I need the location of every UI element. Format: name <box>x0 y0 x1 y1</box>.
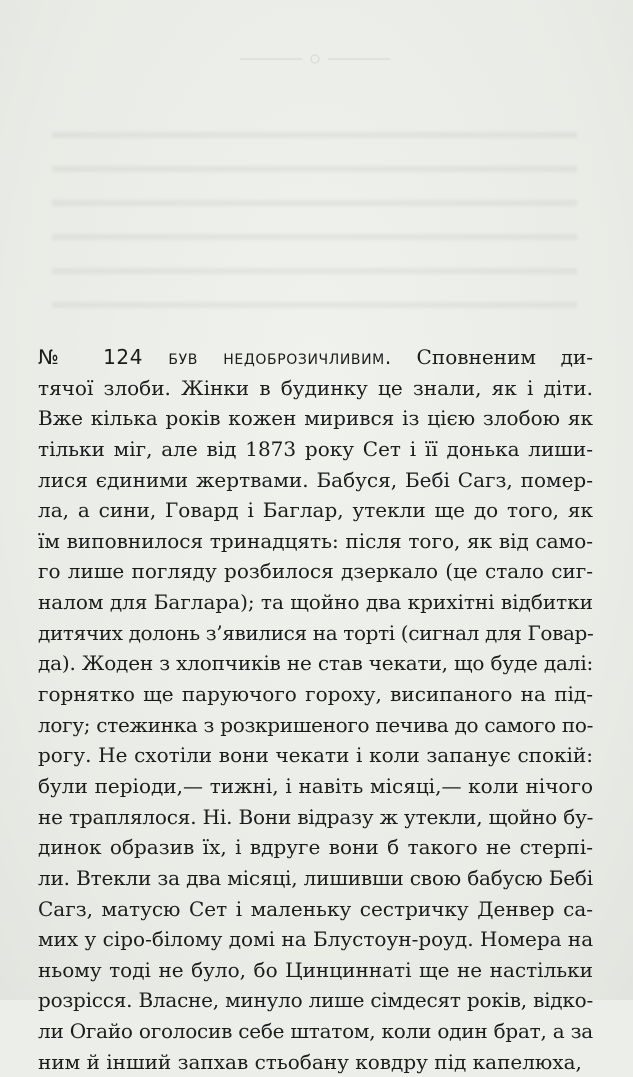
text-line: Сагз, матусю Сет і маленьку сестричку Денвер са- <box>38 896 593 921</box>
text-line: дитячих долонь з’явилися на торті (сигнал для Говар- <box>38 620 594 645</box>
text-line: ла, а сини, Говард і Баглар, утекли ще до того, як <box>38 498 593 523</box>
text-line: не траплялося. Ні. Вони відразу ж утекли, щойно бу- <box>38 804 594 829</box>
text-line: горнятко ще паруючого гороху, висипаного на під- <box>38 682 593 707</box>
text-line: налом для Баглара); та щойно два крихітні відбитки <box>38 590 593 615</box>
text-line: тячої злоби. Жінки в будинку це знали, як і діти. <box>38 375 593 400</box>
lead-phrase: № 124 був недоброзичливим. <box>38 345 392 369</box>
text-line: ним й інший запхав стьобану ковдру під капелюха, <box>38 1049 582 1074</box>
text-line: лися єдиними жертвами. Бабуся, Бебі Сагз, помер- <box>38 467 593 492</box>
text-line: Вже кілька років кожен мирився із цією злобою як <box>38 406 593 431</box>
text-line: тільки міг, але від 1873 року Сет і її донька лиши- <box>38 436 593 461</box>
text-line: ли. Втекли за два місяці, лишивши свою бабусю Бебі <box>38 865 593 890</box>
reverse-page-bleed <box>52 118 577 323</box>
body-paragraph <box>38 342 593 1077</box>
text-line: ньому тоді не було, бо Цинциннаті ще не настільки <box>38 957 593 982</box>
text-line <box>38 342 593 373</box>
text-line: були періоди,— тижні, і навіть місяці,— коли нічого <box>38 773 593 798</box>
text-line: логу; стежинка з розкришеного печива до самого по- <box>38 712 594 737</box>
text-line-tail: Сповненим ди- <box>391 345 594 369</box>
text-line: ли Огайо оголосив себе штатом, коли один брат, а за <box>38 1019 593 1044</box>
text-line: їм виповнилося тринадцять: після того, як від само- <box>38 528 593 553</box>
text-line: да). Жоден з хлопчиків не став чекати, що буде далі: <box>38 651 594 676</box>
text-line: мих у сіро-білому домі на Блустоун-роуд. Номера на <box>38 927 594 952</box>
ornament-icon <box>240 52 390 66</box>
text-line: розрісся. Власне, минуло лише сімдесят років, відко- <box>38 988 593 1013</box>
text-line: динок образив їх, і вдруге вони б такого не стерпі- <box>38 835 593 860</box>
text-line: го лише погляду розбилося дзеркало (це стало сиг- <box>38 559 593 584</box>
text-line: рогу. Не схотіли вони чекати і коли запанує спокій: <box>38 743 593 768</box>
